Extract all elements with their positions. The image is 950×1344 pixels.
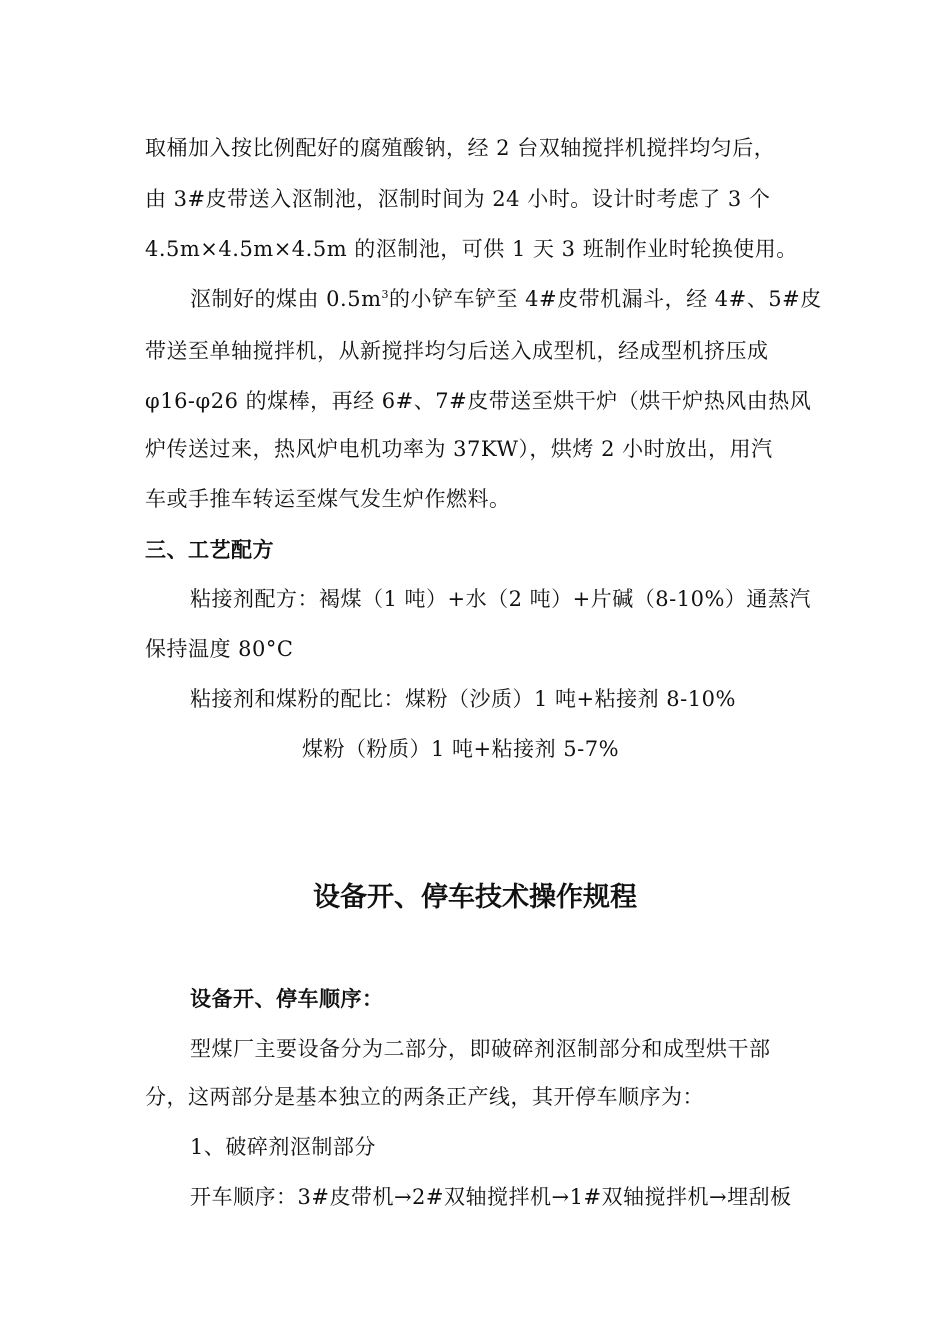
paragraph1-line2: 由 3#皮带送入沤制池，沤制时间为 24 小时。设计时考虑了 3 个: [145, 187, 771, 211]
formula-line1: 粘接剂配方：褐煤（1 吨）+水（2 吨）+片碱（8-10%）通蒸汽: [190, 587, 811, 611]
page-title: 设备开、停车技术操作规程: [313, 882, 637, 913]
paragraph1-line3: 4.5m×4.5m×4.5m 的沤制池，可供 1 天 3 班制作业时轮换使用。: [145, 237, 798, 261]
paragraph2-line2: 带送至单轴搅拌机，从新搅拌均匀后送入成型机，经成型机挤压成: [145, 339, 769, 363]
ratio-line2: 煤粉（粉质）1 吨+粘接剂 5-7%: [302, 737, 620, 761]
order-para-line2: 分，这两部分是基本独立的两条正产线，其开停车顺序为：: [145, 1085, 704, 1109]
order-item1: 1、破碎剂沤制部分: [190, 1135, 376, 1159]
paragraph2-line3: φ16-φ26 的煤棒，再经 6#、7#皮带送至烘干炉（烘干炉热风由热风: [145, 389, 812, 413]
paragraph2-line1-text-b: 的小铲车铲至 4#皮带机漏斗，经 4#、5#皮: [389, 287, 822, 311]
formula-line2: 保持温度 80°C: [145, 637, 294, 661]
paragraph2-line5: 车或手推车转运至煤气发生炉作燃料。: [145, 487, 511, 511]
start-order-line: 开车顺序：3#皮带机→2#双轴搅拌机→1#双轴搅拌机→埋刮板: [190, 1185, 792, 1209]
order-heading: 设备开、停车顺序：: [190, 987, 384, 1011]
paragraph2-line4: 炉传送过来，热风炉电机功率为 37KW），烘烤 2 小时放出，用汽: [145, 437, 773, 461]
superscript-cubed: 3: [381, 288, 389, 301]
order-para-line1: 型煤厂主要设备分为二部分，即破碎剂沤制部分和成型烘干部: [190, 1037, 771, 1061]
ratio-line1: 粘接剂和煤粉的配比：煤粉（沙质）1 吨+粘接剂 8-10%: [190, 687, 736, 711]
paragraph2-line1: [190, 284, 822, 314]
section3-heading: 三、工艺配方: [145, 538, 274, 562]
paragraph1-line1: 取桶加入按比例配好的腐殖酸钠，经 2 台双轴搅拌机搅拌均匀后，: [145, 136, 776, 160]
paragraph2-line1-text-a: 沤制好的煤由 0.5m: [190, 287, 382, 311]
